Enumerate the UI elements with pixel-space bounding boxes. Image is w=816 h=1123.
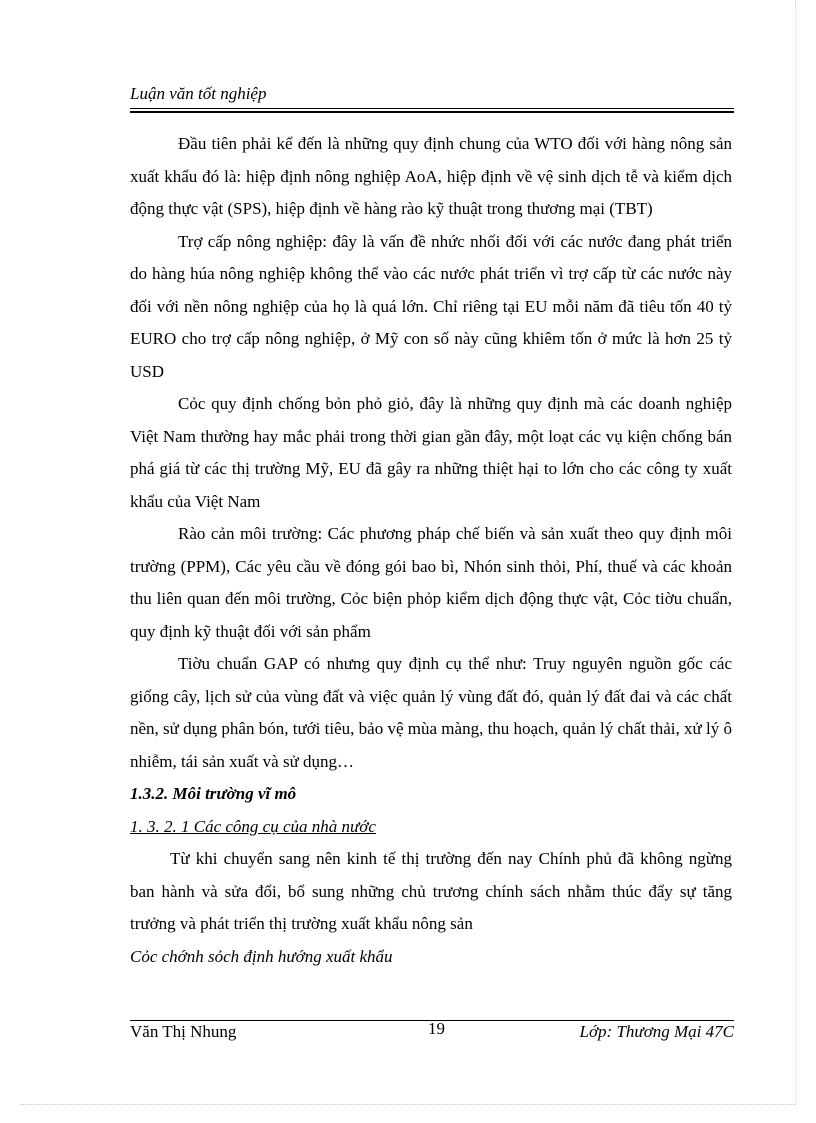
page-header bbox=[130, 84, 734, 104]
paragraph-antidumping: Cỏc quy định chống bỏn phỏ giỏ, đây là những quy định mà các doanh nghiệp Việt Nam thường hay mắc phải trong thời gian gần đây, một loạt các vụ kiện chống bán phá giá từ các thị trường Mỹ, EU đã gây ra những thiệt hại to lớn cho các công ty xuất khẩu của Việt Nam bbox=[130, 394, 732, 511]
page-right-border bbox=[795, 0, 796, 1104]
body-text bbox=[130, 128, 732, 973]
page-bottom-border bbox=[20, 1104, 796, 1105]
header-rule bbox=[130, 108, 734, 109]
page-number: 19 bbox=[428, 1019, 445, 1038]
paragraph-gap: Tiờu chuẩn GAP có nhưng quy định cụ thể như: Truy nguyên nguồn gốc các giống cây, lịch sử của vùng đất và việc quản lý vùng đất đó, quản lý đất đai và các chất nền, sử dụng phân bón, tưới tiêu, bảo vệ mùa màng, thu hoạch, quản lý chất thải, xử lý ô nhiễm, tái sản xuất và sử dụng… bbox=[130, 654, 732, 771]
paragraph-subsidy: Trợ cấp nông nghiệp: đây là vấn đề nhức nhối đối với các nước đang phát triển do hàng húa nông nghiệp không thể vào các nước phát triển vì trợ cấp từ các nước này đối với nền nông nghiệp của họ là quá lớn. Chỉ riêng tại EU mỗi năm đã tiêu tốn 40 tỷ EURO cho trợ cấp nông nghiệp, ở Mỹ con số này cũng khiêm tốn ở mức là hơn 25 tỷ USD bbox=[130, 231, 732, 381]
paragraph-environment: Rào cản môi trường: Các phương pháp chế biến và sản xuất theo quy định môi trường (PPM), Các yêu cầu về đóng gói bao bì, Nhón sinh thỏi, Phí, thuế và các khoản thu liên quan đến môi trường, Cỏc biện phỏp kiểm dịch động thực vật, Cỏc tiờu chuẩn, quy định kỹ thuật đối với sản phẩm bbox=[130, 524, 732, 641]
header-rule-thick bbox=[130, 111, 734, 113]
footer-class: Lớp: Thương Mại 47C bbox=[579, 1022, 734, 1041]
header-title: Luận văn tốt nghiệp bbox=[130, 84, 267, 103]
paragraph-policy: Từ khi chuyển sang nên kinh tế thị trường đến nay Chính phủ đã không ngừng ban hành và sửa đổi, bổ sung những chủ trương chính sách nhằm thúc đẩy sự tăng trưởng và phát triển thị trường xuất khẩu nông sản bbox=[130, 849, 732, 933]
footer-author: Văn Thị Nhung bbox=[130, 1022, 237, 1041]
paragraph-wto: Đầu tiên phải kể đến là những quy định chung của WTO đối với hàng nông sản xuất khẩu đó là: hiệp định nông nghiệp AoA, hiệp định về vệ sinh dịch tễ và kiểm dịch động thực vật (SPS), hiệp định về hàng rào kỹ thuật trong thương mại (TBT) bbox=[130, 134, 732, 218]
italic-line: Cỏc chớnh sỏch định hướng xuất khẩu bbox=[130, 946, 393, 966]
section-heading: 1.3.2. Môi trường vĩ mô bbox=[130, 784, 297, 803]
subsection-heading: 1. 3. 2. 1 Các công cụ của nhà nước bbox=[130, 816, 376, 836]
page-footer bbox=[130, 1019, 734, 1046]
